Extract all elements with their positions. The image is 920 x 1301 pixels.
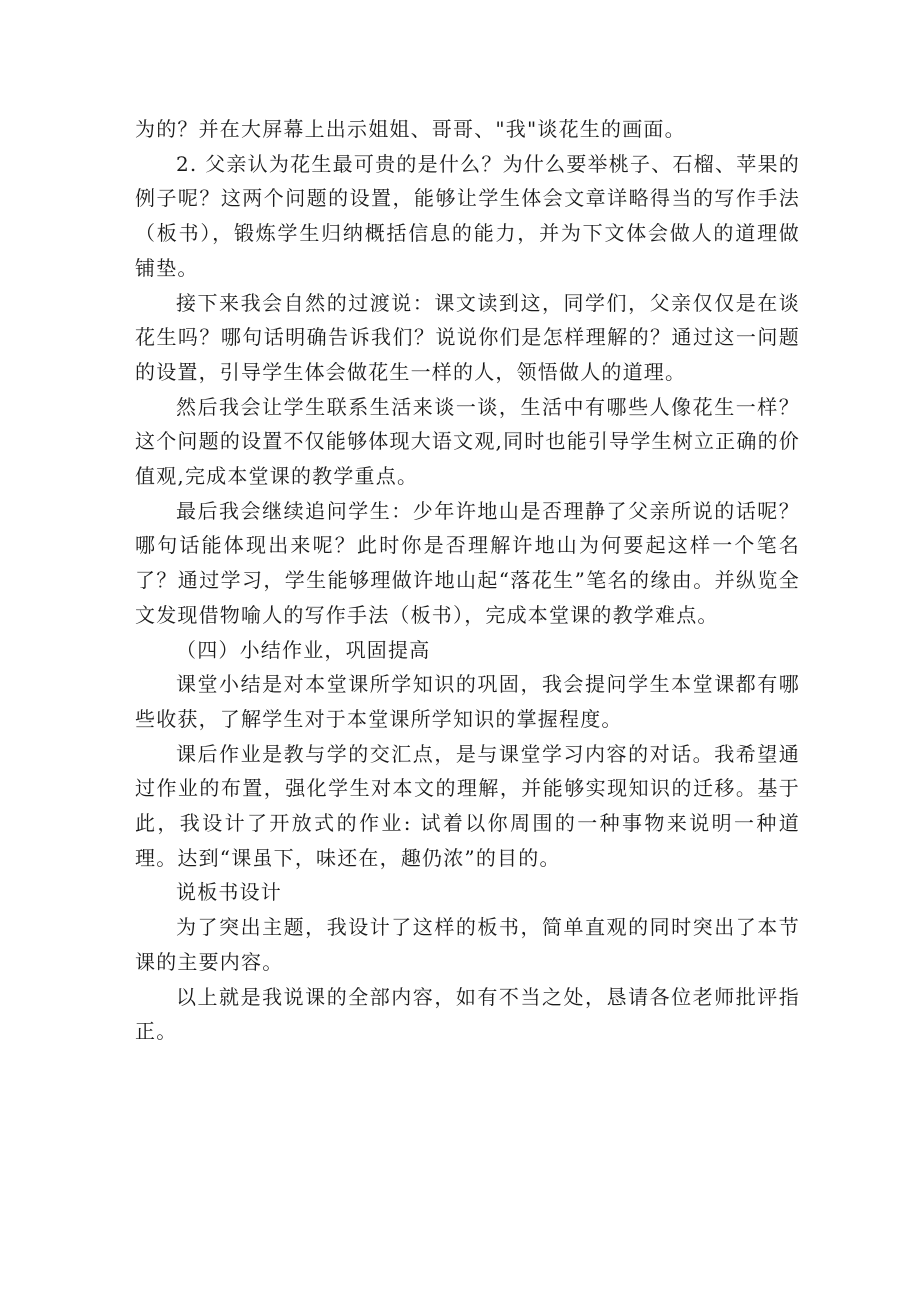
paragraph-follow-up: 最后我会继续追问学生：少年许地山是否理静了父亲所说的话呢？哪句话能体现出来呢？此时你是否理解许地山为何要起这样一个笔名了？通过学习，学生能够理做许地山起“落花生”笔名的缘由。并纵览全文发现借物喻人的写作手法（板书），完成本堂课的教学难点。 xyxy=(135,498,800,627)
paragraph-question-2: 2. 父亲认为花生最可贵的是什么？为什么要举桃子、石榴、苹果的例子呢？这两个问题的设置，能够让学生体会文章详略得当的写作手法（板书），锻炼学生归纳概括信息的能力，并为下文体会做人的道理做铺垫。 xyxy=(135,151,800,280)
document-body xyxy=(135,112,800,1049)
paragraph-transition: 接下来我会自然的过渡说：课文读到这，同学们，父亲仅仅是在谈花生吗？哪句话明确告诉我们？说说你们是怎样理解的？通过这一问题的设置，引导学生体会做花生一样的人，领悟做人的道理。 xyxy=(135,290,800,384)
section-heading-summary: （四）小结作业，巩固提高 xyxy=(176,637,431,662)
paragraph-class-summary: 课堂小结是对本堂课所学知识的巩固，我会提问学生本堂课都有哪些收获，了解学生对于本堂课所学知识的掌握程度。 xyxy=(135,672,800,731)
paragraph-homework: 课后作业是教与学的交汇点，是与课堂学习内容的对话。我希望通过作业的布置，强化学生对本文的理解，并能够实现知识的迁移。基于此，我设计了开放式的作业: 试着以你周围的一种事物来说明一种道理。达到“课虽下，味还在，趣仍浓”的目的。 xyxy=(135,741,800,870)
paragraph-continuation: 为的？并在大屏幕上出示姐姐、哥哥、"我"谈花生的画面。 xyxy=(135,117,686,141)
paragraph-board-design: 为了突出主题，我设计了这样的板书，简单直观的同时突出了本节课的主要内容。 xyxy=(135,915,800,974)
paragraph-closing: 以上就是我说课的全部内容，如有不当之处，恳请各位老师批评指正。 xyxy=(135,984,800,1044)
section-heading-board-design: 说板书设计 xyxy=(176,880,282,905)
paragraph-life-connection: 然后我会让学生联系生活来谈一谈，生活中有哪些人像花生一样？这个问题的设置不仅能够体现大语文观,同时也能引导学生树立正确的价值观,完成本堂课的教学重点。 xyxy=(135,394,800,489)
